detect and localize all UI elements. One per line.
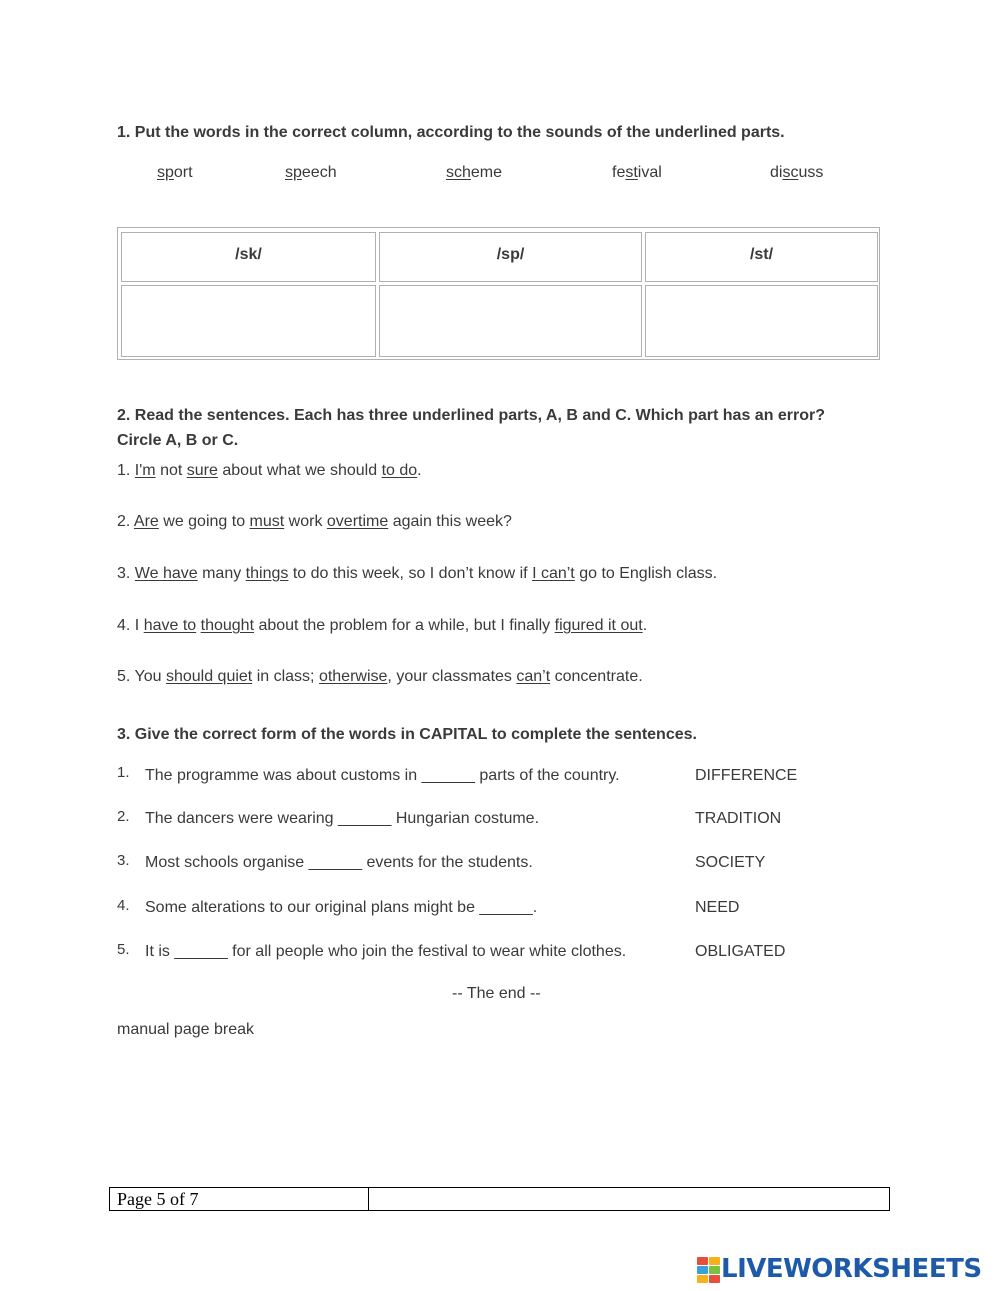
word-sport: sport [157, 164, 193, 181]
sentence-text: many [197, 565, 246, 582]
sentence-text: 1. [117, 462, 135, 479]
sound-table [117, 227, 880, 360]
underlined-part: must [249, 513, 285, 530]
item-3-sentence: Most schools organise ______ events for the students. [145, 854, 533, 871]
item-2-word: TRADITION [695, 810, 782, 827]
section2-heading-line2: Circle A, B or C. [117, 432, 239, 449]
sentence-text: , your classmates [387, 668, 517, 685]
section1-heading: 1. Put the words in the correct column, according to the sounds of the underlined parts. [117, 124, 785, 141]
item-4-word: NEED [695, 899, 740, 916]
page-number: Page 5 of 7 [110, 1188, 369, 1210]
sentence-text: 5. You [117, 668, 166, 685]
item-4-number: 4. [117, 897, 130, 914]
sentence-text: go to English class. [574, 565, 718, 582]
word-speech: speech [285, 164, 337, 181]
sentence-text: concentrate. [550, 668, 643, 685]
item-5-number: 5. [117, 941, 130, 958]
header-st: /st/ [645, 232, 878, 282]
sentence-4 [117, 617, 647, 635]
footer-right-cell [370, 1188, 889, 1210]
sentence-text: to do this week, so I don’t know if [288, 565, 533, 582]
item-3-number: 3. [117, 852, 130, 869]
sentence-text: again this week? [388, 513, 512, 530]
underlined-part: We have [134, 565, 198, 582]
underlined-part: sure [186, 462, 218, 479]
item-1-word: DIFFERENCE [695, 767, 798, 784]
underlined-part: can’t [516, 668, 551, 685]
item-5-word: OBLIGATED [695, 943, 786, 960]
header-sk: /sk/ [121, 232, 376, 282]
footer-table [109, 1187, 890, 1211]
item-4-sentence: Some alterations to our original plans might be ______. [145, 899, 538, 916]
sentence-text: not [155, 462, 187, 479]
underlined-part: have to [143, 617, 197, 634]
sentence-text: 4. I [117, 617, 144, 634]
underlined-part: overtime [326, 513, 389, 530]
end-text: -- The end -- [452, 985, 541, 1002]
item-1-number: 1. [117, 764, 130, 781]
underlined-part: should quiet [165, 668, 253, 685]
item-5-sentence: It is ______ for all people who join the festival to wear white clothes. [145, 943, 627, 960]
sentence-text: in class; [252, 668, 319, 685]
sentence-5 [117, 668, 643, 686]
page-break-text: manual page break [117, 1021, 254, 1038]
underlined-part: otherwise [318, 668, 388, 685]
item-1-sentence: The programme was about customs in ______ parts of the country. [145, 767, 620, 784]
sentence-2 [117, 513, 512, 531]
underlined-part: Are [133, 513, 159, 530]
word-festival: festival [612, 164, 662, 181]
underlined-part: thought [200, 617, 255, 634]
sentence-text: we going to [158, 513, 250, 530]
answer-cell-sk[interactable] [121, 285, 376, 357]
logo-blocks-icon [697, 1257, 721, 1283]
sentence-text: 3. [117, 565, 135, 582]
logo-text: LIVEWORKSHEETS [721, 1254, 982, 1284]
sentence-text: . [642, 617, 648, 634]
item-2-sentence: The dancers were wearing ______ Hungarian costume. [145, 810, 540, 827]
sentence-3 [117, 565, 717, 583]
item-2-number: 2. [117, 808, 130, 825]
sentence-text: about what we should [217, 462, 382, 479]
word-scheme: scheme [446, 164, 503, 181]
answer-cell-st[interactable] [645, 285, 878, 357]
sentence-text: . [417, 462, 422, 479]
answer-cell-sp[interactable] [379, 285, 642, 357]
underlined-part: I'm [134, 462, 156, 479]
item-3-word: SOCIETY [695, 854, 766, 871]
underlined-part: things [245, 565, 289, 582]
header-sp: /sp/ [379, 232, 642, 282]
word-discuss: discuss [770, 164, 824, 181]
sentence-text: work [284, 513, 327, 530]
section2-heading-line1: 2. Read the sentences. Each has three underlined parts, A, B and C. Which part has an error? [117, 407, 826, 424]
underlined-part: I can’t [532, 565, 575, 582]
section3-heading: 3. Give the correct form of the words in CAPITAL to complete the sentences. [117, 726, 697, 743]
underlined-part: figured it out [554, 617, 643, 634]
sentence-1 [117, 462, 422, 480]
underlined-part: to do [381, 462, 418, 479]
sentence-text: 2. [117, 513, 134, 530]
sentence-text: about the problem for a while, but I finally [254, 617, 555, 634]
